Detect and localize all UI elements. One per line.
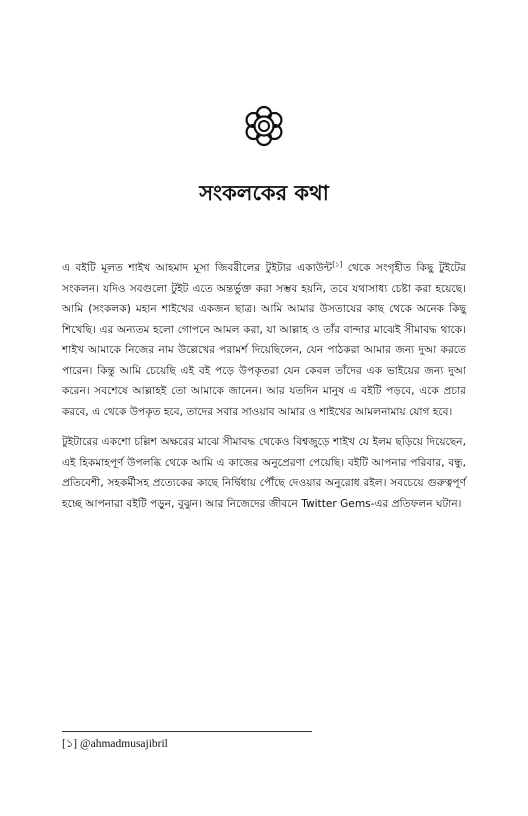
body-text [62,258,466,524]
footnote-divider [62,731,312,732]
footnote-text: @ahmadmusajibril [77,738,168,750]
footnote-reference[interactable]: [১] [332,260,343,269]
paragraph-2: টুইটারের একশো চল্লিশ অক্ষরের মাঝে সীমাবদ্ধ থেকেও বিশ্বজুড়ে শাইখ যে ইলম ছড়িয়ে দিয়েছেন, এই হিকমাহপূর্ণ উপলব্ধি থেকে আমি এ কাজের অনুপ্রেরণা পেয়েছি। বইটি আপনার পরিবার, বন্ধু, প্রতিবেশী, সহকর্মীসহ প্রত্যেকের কাছে নির্দ্বিধায় পৌঁছে দেওয়ার অনুরোধ রইল। সবচেয়ে গুরুত্বপূর্ণ হচ্ছে আপনারা বইটি পড়ুন, বুঝুন। আর নিজেদের জীবনে Twitter Gems-এর প্রতিফলন ঘটান। [62,436,466,510]
page-title: সংকলকের কথা [199,181,329,205]
footnote [62,736,466,752]
flower-ornament-icon [240,102,288,150]
paragraph-1-start: এ বইটি মূলত শাইখ আহমাদ মূসা জিবরীলের টুইটার একাউন্ট [62,262,333,274]
paragraph-1-rest: থেকে সংগৃহীত কিছু টুইটের সংকলন। যদিও সবগুলো টুইট এতে অন্তর্ভুক্ত করা সম্ভব হয়নি, তবে যথাসাধ্য চেষ্টা করা হয়েছে। আমি (সংকলক) মহান শাইখের একজন ছাত্র। আমি আমার উসতাযের কাছ থেকে অনেক কিছু শিখেছি। এর অন্যতম হলো গোপনে আমল করা, যা আল্লাহ ও তাঁর বান্দার মাঝেই সীমাবদ্ধ থাকে। শাইখ আমাকে নিজের নাম উল্লেখের পরামর্শ দিয়েছিলেন, যেন পাঠকরা আমার জন্য দুআ করতে পারেন। কিন্তু আমি চেয়েছি এই বই পড়ে উপকৃতরা যেন কেবল তাঁদের এক ভাইয়ের জন্য দুআ করেন। সবশেষে আল্লাহই তো আমাকে জানেন। আর যতদিন মানুষ এ বইটি পড়বে, একে প্রচার করবে, এ থেকে উপকৃত হবে, তাদের সবার সাওয়াব আমার ও শাইখের আমলনামায় যোগ হবে। [62,262,466,418]
paragraph-1 [62,258,466,422]
footnote-marker: [১] [62,738,78,750]
